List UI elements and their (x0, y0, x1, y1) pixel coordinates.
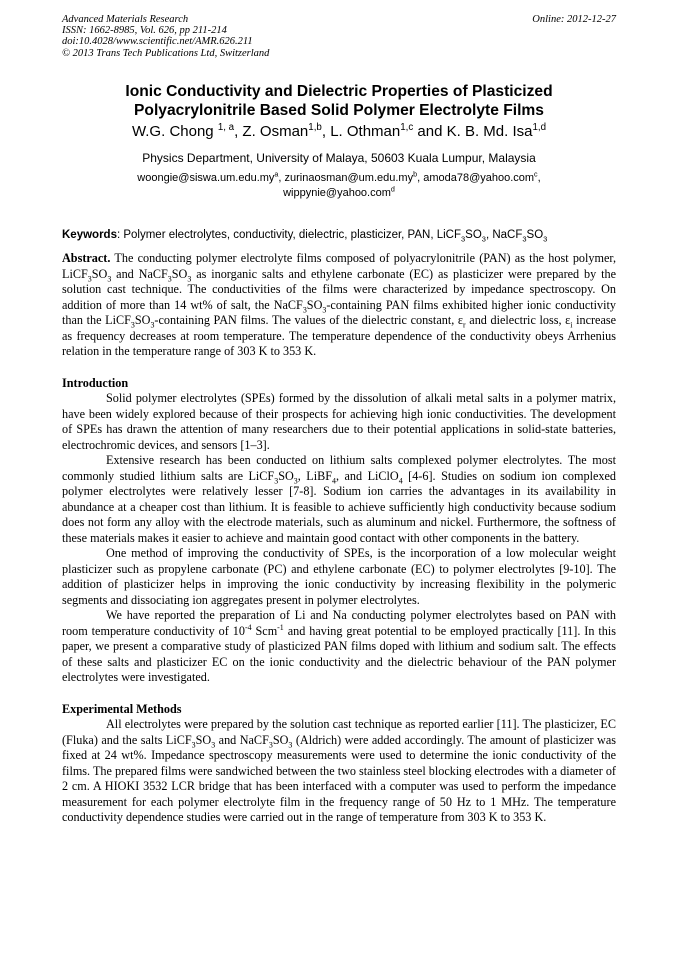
affiliation: Physics Department, University of Malaya, 50603 Kuala Lumpur, Malaysia (142, 151, 536, 165)
paragraph-text: and NaCF (215, 732, 269, 747)
paragraph-text: (Aldrich) were added accordingly. The amount of plasticizer was fixed at 24 wt%. Impedance spectroscopy measurements were used to determine the ionic conductivity of the films. The prepared films were sandwiched between the two stainless steel blocking electrodes with a diameter of 2 cm. A HIOKI 3532 LCR bridge that has been interfaced with a computer was used to perform the impedance measurement for each polymer electrolyte film in the frequency range of 50 Hz to 1 MHz. The temperature conductivity dependence studies were carried out in the range of temperature from 303 K to 353 K. (62, 732, 617, 824)
paper-title (40, 82, 638, 120)
journal-header (62, 14, 269, 59)
subscript: 3 (167, 273, 172, 283)
paragraph-text: SO (278, 468, 294, 483)
paragraph-text: SO (195, 732, 212, 747)
author-email[interactable]: wippynie@yahoo.com (283, 187, 391, 199)
subscript: 3 (461, 234, 466, 244)
email-mark: a (274, 170, 279, 179)
abstract-text: as inorganic salts and ethylene carbonate (EC) as plasticizer were prepared by the solution cast technique. The conductivities of the films were characterized by impedance spectroscopy. On addition of more than 14 wt% of salt, the NaCF (62, 266, 617, 312)
paragraph-text: We have reported the preparation of Li and Na conducting polymer electrolytes based on PAN with room temperature conductivity of 10 (62, 608, 616, 638)
abstract-text: The conducting polymer electrolyte films composed of polyacrylonitrile (PAN) as the host polymer, LiCF (62, 251, 617, 281)
abstract-text: and NaCF (111, 266, 168, 281)
author-email[interactable]: zurinaosman@um.edu.my (284, 172, 414, 184)
subscript: 4 (332, 475, 336, 485)
abstract-text: SO (134, 313, 151, 327)
subscript: 3 (268, 739, 273, 749)
paragraph-text: and having great potential to be employed practically [11]. In this paper, we present a comparative study of plasticized PAN films doped with lithium and sodium salt. The effects of these salts and plasticizer EC on the ionic conductivity and the dielectric behaviour of the PAN polymer electrolytes were investigated. (62, 623, 617, 684)
author-conjunction: and (417, 123, 443, 140)
subscript: 3 (187, 273, 192, 283)
author-affiliation-mark: 1,c (400, 122, 414, 133)
subscript: 3 (130, 320, 135, 330)
author-list: W.G. Chong $^{1, a}$, Z. Osman$^{1,b}$, L. Othman$^{1,c}$ and K. B. Md. Isa$^{1,d}$ (131, 122, 547, 140)
paragraph-text: Scm (251, 623, 278, 638)
journal-name: Advanced Materials Research (62, 14, 189, 25)
email-list: $woongie@siswa.um.edu.my^a$, $zurinaosman@um.edu.my^b$, amoda78@yahoo.com$^c$, wippynie@yahoo.com$^d$ (137, 170, 541, 199)
keywords-text: Polymer electrolytes, conductivity, dielectric, plasticizer, PAN, LiCF (123, 229, 462, 241)
subscript: 3 (322, 304, 327, 314)
methods-paragraph (62, 717, 616, 826)
keywords-text: SO (465, 229, 482, 241)
keywords-text: SO (526, 229, 544, 241)
journal-doi: doi:10.4028/www.scientific.net/AMR.626.211 (62, 36, 253, 48)
keywords: Keywords: Polymer electrolytes, conductivity, dielectric, plasticizer, PAN, $LiCF_3SO_3$, $NaCF_3SO_3$ (62, 229, 548, 244)
subscript: 3 (274, 475, 279, 485)
author-affiliation-mark: 1,d (532, 122, 547, 133)
subscript: 3 (150, 320, 155, 330)
abstract-text: SO (91, 266, 108, 281)
subscript: 4 (398, 475, 403, 485)
email-mark: c (534, 170, 538, 179)
abstract-text: and dielectric loss, ε (465, 313, 571, 327)
paragraph-text: Extensive research has been conducted on lithium salts complexed polymer electrolytes. The most commonly studied lithium salts are LiCF (62, 453, 616, 483)
subscript: r (463, 320, 466, 330)
title-line-2: Polyacrylonitrile Based Solid Polymer Electrolyte Films (134, 102, 544, 119)
section-heading-introduction: Introduction (62, 375, 129, 390)
abstract (62, 251, 616, 360)
keywords-text: , NaCF (485, 229, 523, 241)
journal-issn: ISSN: 1662-8985, Vol. 626, pp 211-214 (62, 25, 227, 37)
abstract-label: Abstract. (62, 251, 111, 265)
subscript: 3 (288, 739, 293, 749)
subscript: 3 (543, 234, 548, 244)
paragraph-text: [4-6]. Studies on sodium ion complexed polymer electrolytes were relatively lesser [7-8]. Sodium ion carries the advantages in its availability in abundance at a cheaper cost than lithium. It is feasible to achieve sufficiently high conductivity because sodium does not form any alloy with the electrode materials, such as aluminum and nickel. Furthermore, the softness of these materials makes it easier to achieve and maintain good contact with other components in the battery. (62, 468, 616, 545)
introduction-paragraph: Solid polymer electrolytes (SPEs) formed by the dissolution of alkali metal salts in a polymer matrix, have been widely explored because of their prospects for achieving high ionic conductivities. The development of SPEs has drawn the attention of many researchers due to their potential applications in solid-state batteries, electrochromic devices, and sensors [1–3]. (62, 391, 616, 452)
subscript: 3 (293, 475, 298, 485)
keywords-label: Keywords (62, 229, 117, 241)
paragraph-text: All electrolytes were prepared by the solution cast technique as reported earlier [11]. The plasticizer, EC (Fluka) and the salts LiCF (62, 717, 616, 747)
abstract-text: SO (306, 297, 323, 312)
paragraph-text: , LiBF (297, 468, 333, 483)
introduction-paragraph (62, 608, 616, 686)
section-heading-methods: Experimental Methods (62, 701, 182, 716)
subscript: 3 (302, 304, 307, 314)
introduction-paragraph (62, 453, 616, 546)
author-email[interactable]: amoda78@yahoo.com (423, 172, 535, 184)
subscript: 3 (211, 739, 216, 749)
journal-copyright: © 2013 Trans Tech Publications Ltd, Switzerland (62, 47, 270, 59)
subscript: 3 (107, 273, 112, 283)
abstract-text: -containing PAN films. The values of the dielectric constant, ε (154, 313, 464, 327)
paragraph-text: SO (272, 732, 289, 747)
superscript: -4 (244, 622, 252, 632)
author-affiliation-mark: 1, a (217, 122, 235, 133)
paper-body (62, 251, 616, 826)
author-name: L. Othman (330, 123, 401, 140)
abstract-text: -containing PAN films exhibited higher ionic conductivity than the LiCF (62, 297, 616, 327)
author-affiliation-mark: 1,b (308, 122, 322, 133)
abstract-text: SO (171, 266, 188, 281)
online-date: Online: 2012-12-27 (532, 14, 616, 25)
abstract-text: increase as frequency decreases at room temperature. The temperature dependence of the conductivity obeys Arrhenius relation in the temperature range of 303 K to 353 K. (62, 313, 617, 358)
subscript: i (570, 320, 573, 330)
author-name: K. B. Md. Isa (446, 123, 533, 140)
superscript: -1 (277, 622, 284, 632)
author-name: W.G. Chong (131, 123, 214, 140)
subscript: 3 (481, 234, 486, 244)
email-mark: d (390, 185, 395, 194)
paragraph-text: , and LiClO (335, 468, 399, 483)
author-name: Z. Osman (242, 123, 309, 140)
subscript: 3 (522, 234, 527, 244)
subscript: 3 (87, 273, 92, 283)
email-mark: b (413, 170, 418, 179)
subscript: 3 (191, 739, 196, 749)
author-email[interactable]: woongie@siswa.um.edu.my (137, 172, 275, 184)
introduction-paragraph: One method of improving the conductivity of SPEs, is the incorporation of a low molecular weight plasticizer such as propylene carbonate (PC) and ethylene carbonate (EC) to polymer electrolytes [9-10]. The addition of plasticizer helps in improving the ionic conductivity by increasing flexibility in the polymeric segments and dissociating ion aggregates present in polymer electrolytes. (62, 546, 616, 607)
title-line-1: Ionic Conductivity and Dielectric Properties of Plasticized (125, 83, 553, 100)
